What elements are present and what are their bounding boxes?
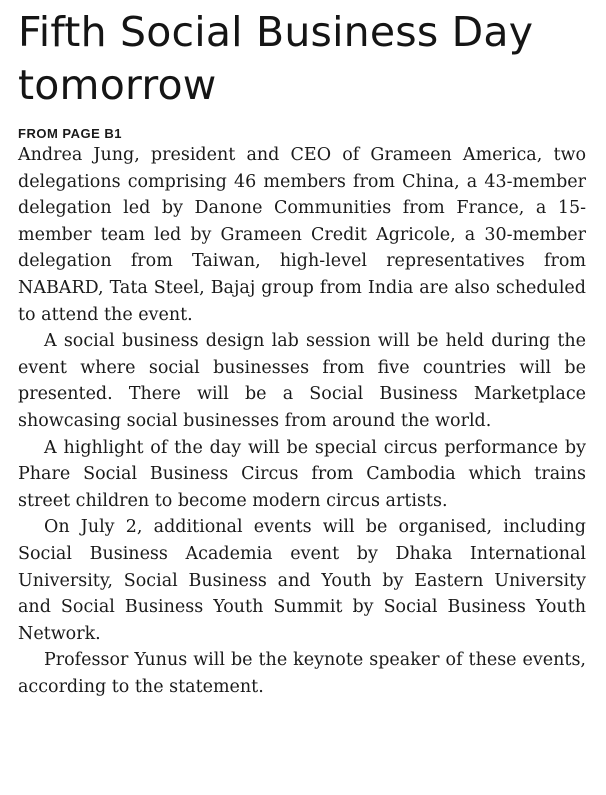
paragraph-3: A highlight of the day will be special circus performance by Phare Social Business Circus from Cambodia which trains street children to become modern circus artists. bbox=[18, 437, 586, 511]
headline: Fifth Social Business Day tomorrow bbox=[18, 8, 534, 109]
paragraph-2: A social business design lab session will be held during the event where social businesses from five countries will be presented. There will be a Social Business Marketplace showcasing social businesses from around the world. bbox=[18, 331, 586, 431]
article-body bbox=[18, 142, 586, 700]
paragraph-5: Professor Yunus will be the keynote speaker of these events, according to the statement. bbox=[18, 650, 586, 697]
news-article bbox=[18, 6, 586, 700]
paragraph-4: On July 2, additional events will be organised, including Social Business Academia event by Dhaka International University, Social Business and Youth by Eastern University and Social Business Youth Summit by Social Business Youth Network. bbox=[18, 517, 586, 644]
jump-line: FROM PAGE B1 bbox=[18, 126, 122, 141]
paragraph-1: Andrea Jung, president and CEO of Grameen America, two delegations comprising 46 members from China, a 43-member delegation led by Danone Communities from France, a 15-member team led by Grameen Credit Agricole, a 30-member delegation from Taiwan, high-level representatives from NABARD, Tata Steel, Bajaj group from India are also scheduled to attend the event. bbox=[18, 145, 586, 325]
